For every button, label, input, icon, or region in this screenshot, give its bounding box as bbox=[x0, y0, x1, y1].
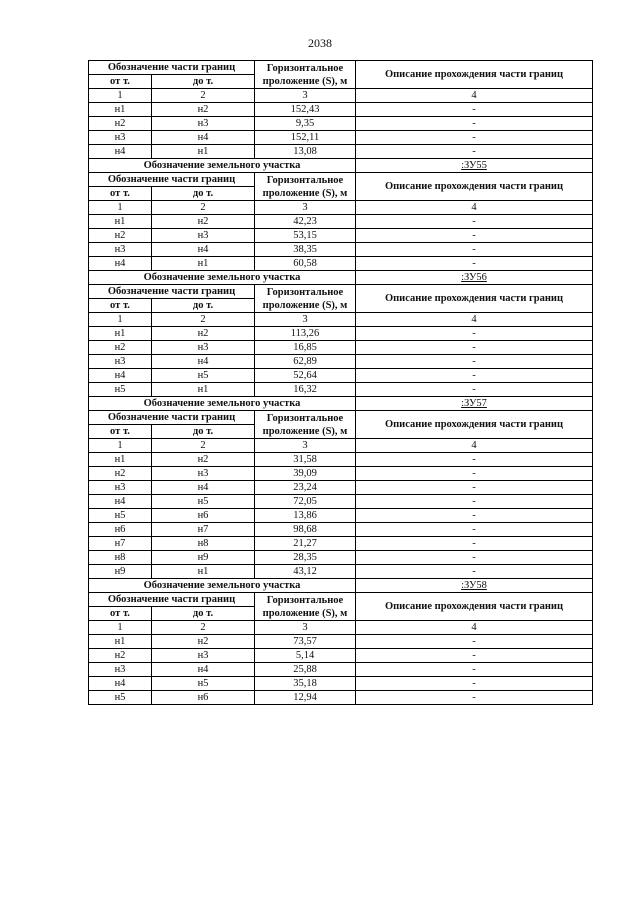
to-point: н2 bbox=[152, 453, 255, 467]
part-designation-header: Обозначение части границ bbox=[89, 285, 255, 299]
horizontal-length: 16,85 bbox=[255, 341, 356, 355]
from-point-header: от т. bbox=[89, 607, 152, 621]
description: - bbox=[356, 103, 593, 117]
header-row bbox=[89, 173, 593, 187]
horizontal-length: 12,94 bbox=[255, 691, 356, 705]
horizontal-length: 31,58 bbox=[255, 453, 356, 467]
horizontal-length: 43,12 bbox=[255, 565, 356, 579]
from-point: н4 bbox=[89, 495, 152, 509]
from-point: н3 bbox=[89, 481, 152, 495]
column-number-row bbox=[89, 201, 593, 215]
description: - bbox=[356, 537, 593, 551]
description: - bbox=[356, 481, 593, 495]
table-row bbox=[89, 495, 593, 509]
to-point: н2 bbox=[152, 635, 255, 649]
from-point: н2 bbox=[89, 229, 152, 243]
description: - bbox=[356, 257, 593, 271]
column-number-row bbox=[89, 313, 593, 327]
column-number: 4 bbox=[356, 201, 593, 215]
from-point: н8 bbox=[89, 551, 152, 565]
parcel-label: Обозначение земельного участка bbox=[89, 159, 356, 173]
horizontal-length: 72,05 bbox=[255, 495, 356, 509]
table-row bbox=[89, 383, 593, 397]
from-point-header: от т. bbox=[89, 299, 152, 313]
from-point: н1 bbox=[89, 453, 152, 467]
to-point: н3 bbox=[152, 229, 255, 243]
table-row bbox=[89, 565, 593, 579]
table-row bbox=[89, 551, 593, 565]
horizontal-length: 38,35 bbox=[255, 243, 356, 257]
to-point: н4 bbox=[152, 663, 255, 677]
column-number: 2 bbox=[152, 439, 255, 453]
from-point: н2 bbox=[89, 117, 152, 131]
parcel-label: Обозначение земельного участка bbox=[89, 271, 356, 285]
parcel-title-row bbox=[89, 159, 593, 173]
horizontal-length: 39,09 bbox=[255, 467, 356, 481]
to-point-header: до т. bbox=[152, 607, 255, 621]
part-designation-header: Обозначение части границ bbox=[89, 411, 255, 425]
description: - bbox=[356, 215, 593, 229]
table-row bbox=[89, 215, 593, 229]
to-point: н4 bbox=[152, 243, 255, 257]
description: - bbox=[356, 369, 593, 383]
to-point: н3 bbox=[152, 341, 255, 355]
description: - bbox=[356, 523, 593, 537]
to-point-header: до т. bbox=[152, 187, 255, 201]
to-point: н7 bbox=[152, 523, 255, 537]
horizontal-length: 152,43 bbox=[255, 103, 356, 117]
from-point: н6 bbox=[89, 523, 152, 537]
from-point: н5 bbox=[89, 509, 152, 523]
horizontal-length: 73,57 bbox=[255, 635, 356, 649]
description-header: Описание прохождения части границ bbox=[356, 411, 593, 439]
horizontal-length-header: Горизонтальное проложение (S), м bbox=[255, 173, 356, 201]
to-point: н3 bbox=[152, 117, 255, 131]
header-row bbox=[89, 285, 593, 299]
description: - bbox=[356, 145, 593, 159]
description: - bbox=[356, 495, 593, 509]
from-point: н4 bbox=[89, 369, 152, 383]
from-point: н2 bbox=[89, 649, 152, 663]
table-row bbox=[89, 523, 593, 537]
description: - bbox=[356, 649, 593, 663]
horizontal-length: 98,68 bbox=[255, 523, 356, 537]
column-number: 2 bbox=[152, 201, 255, 215]
from-point-header: от т. bbox=[89, 75, 152, 89]
column-number: 4 bbox=[356, 621, 593, 635]
to-point: н6 bbox=[152, 691, 255, 705]
part-designation-header: Обозначение части границ bbox=[89, 61, 255, 75]
to-point: н8 bbox=[152, 537, 255, 551]
table-row bbox=[89, 229, 593, 243]
from-point: н3 bbox=[89, 355, 152, 369]
horizontal-length: 23,24 bbox=[255, 481, 356, 495]
description: - bbox=[356, 691, 593, 705]
horizontal-length: 53,15 bbox=[255, 229, 356, 243]
horizontal-length-header: Горизонтальное проложение (S), м bbox=[255, 593, 356, 621]
column-number: 1 bbox=[89, 621, 152, 635]
from-point: н5 bbox=[89, 383, 152, 397]
description-header: Описание прохождения части границ bbox=[356, 173, 593, 201]
description: - bbox=[356, 565, 593, 579]
page-number: 2038 bbox=[308, 36, 332, 50]
description-header: Описание прохождения части границ bbox=[356, 285, 593, 313]
table-row bbox=[89, 635, 593, 649]
to-point: н4 bbox=[152, 131, 255, 145]
to-point: н3 bbox=[152, 649, 255, 663]
column-number: 3 bbox=[255, 89, 356, 103]
description: - bbox=[356, 663, 593, 677]
to-point-header: до т. bbox=[152, 425, 255, 439]
to-point: н1 bbox=[152, 145, 255, 159]
column-number: 2 bbox=[152, 313, 255, 327]
description: - bbox=[356, 551, 593, 565]
description: - bbox=[356, 117, 593, 131]
horizontal-length: 25,88 bbox=[255, 663, 356, 677]
to-point: н1 bbox=[152, 383, 255, 397]
table-row bbox=[89, 677, 593, 691]
table-row bbox=[89, 467, 593, 481]
description: - bbox=[356, 509, 593, 523]
column-number: 4 bbox=[356, 313, 593, 327]
column-number: 2 bbox=[152, 89, 255, 103]
table-row bbox=[89, 509, 593, 523]
parcel-label: Обозначение земельного участка bbox=[89, 579, 356, 593]
table-row bbox=[89, 327, 593, 341]
column-number: 3 bbox=[255, 439, 356, 453]
from-point: н1 bbox=[89, 635, 152, 649]
from-point: н3 bbox=[89, 131, 152, 145]
horizontal-length: 52,64 bbox=[255, 369, 356, 383]
column-number: 4 bbox=[356, 439, 593, 453]
from-point: н1 bbox=[89, 103, 152, 117]
to-point-header: до т. bbox=[152, 299, 255, 313]
table-row bbox=[89, 481, 593, 495]
header-row bbox=[89, 411, 593, 425]
parcel-title-row bbox=[89, 397, 593, 411]
from-point: н3 bbox=[89, 663, 152, 677]
from-point: н5 bbox=[89, 691, 152, 705]
column-number: 1 bbox=[89, 439, 152, 453]
boundary-table bbox=[88, 60, 593, 705]
table-row bbox=[89, 691, 593, 705]
table-row bbox=[89, 243, 593, 257]
from-point-header: от т. bbox=[89, 187, 152, 201]
description: - bbox=[356, 635, 593, 649]
horizontal-length-header: Горизонтальное проложение (S), м bbox=[255, 285, 356, 313]
column-number-row bbox=[89, 439, 593, 453]
table-row bbox=[89, 537, 593, 551]
horizontal-length: 21,27 bbox=[255, 537, 356, 551]
horizontal-length: 13,86 bbox=[255, 509, 356, 523]
horizontal-length-header: Горизонтальное проложение (S), м bbox=[255, 411, 356, 439]
horizontal-length: 152,11 bbox=[255, 131, 356, 145]
from-point: н4 bbox=[89, 257, 152, 271]
column-number: 3 bbox=[255, 313, 356, 327]
from-point: н1 bbox=[89, 327, 152, 341]
parcel-code: :ЗУ55 bbox=[356, 159, 593, 173]
parcel-title-row bbox=[89, 271, 593, 285]
description: - bbox=[356, 243, 593, 257]
column-number: 2 bbox=[152, 621, 255, 635]
horizontal-length: 9,35 bbox=[255, 117, 356, 131]
to-point-header: до т. bbox=[152, 75, 255, 89]
horizontal-length-header: Горизонтальное проложение (S), м bbox=[255, 61, 356, 89]
from-point: н4 bbox=[89, 677, 152, 691]
to-point: н4 bbox=[152, 481, 255, 495]
description-header: Описание прохождения части границ bbox=[356, 61, 593, 89]
to-point: н1 bbox=[152, 257, 255, 271]
table-row bbox=[89, 355, 593, 369]
to-point: н5 bbox=[152, 369, 255, 383]
table-row bbox=[89, 341, 593, 355]
column-number: 1 bbox=[89, 313, 152, 327]
to-point: н6 bbox=[152, 509, 255, 523]
column-number: 1 bbox=[89, 201, 152, 215]
from-point: н2 bbox=[89, 341, 152, 355]
description: - bbox=[356, 467, 593, 481]
table-row bbox=[89, 131, 593, 145]
parcel-code: :ЗУ58 bbox=[356, 579, 593, 593]
to-point: н9 bbox=[152, 551, 255, 565]
horizontal-length: 16,32 bbox=[255, 383, 356, 397]
parcel-code: :ЗУ56 bbox=[356, 271, 593, 285]
header-row bbox=[89, 593, 593, 607]
horizontal-length: 28,35 bbox=[255, 551, 356, 565]
header-row bbox=[89, 61, 593, 75]
part-designation-header: Обозначение части границ bbox=[89, 593, 255, 607]
to-point: н5 bbox=[152, 495, 255, 509]
from-point-header: от т. bbox=[89, 425, 152, 439]
table-row bbox=[89, 369, 593, 383]
to-point: н3 bbox=[152, 467, 255, 481]
to-point: н4 bbox=[152, 355, 255, 369]
description-header: Описание прохождения части границ bbox=[356, 593, 593, 621]
to-point: н2 bbox=[152, 103, 255, 117]
from-point: н7 bbox=[89, 537, 152, 551]
column-number: 1 bbox=[89, 89, 152, 103]
parcel-label: Обозначение земельного участка bbox=[89, 397, 356, 411]
horizontal-length: 13,08 bbox=[255, 145, 356, 159]
horizontal-length: 62,89 bbox=[255, 355, 356, 369]
horizontal-length: 113,26 bbox=[255, 327, 356, 341]
table-row bbox=[89, 257, 593, 271]
parcel-title-row bbox=[89, 579, 593, 593]
from-point: н3 bbox=[89, 243, 152, 257]
column-number-row bbox=[89, 621, 593, 635]
horizontal-length: 42,23 bbox=[255, 215, 356, 229]
parcel-code: :ЗУ57 bbox=[356, 397, 593, 411]
description: - bbox=[356, 383, 593, 397]
table-row bbox=[89, 649, 593, 663]
column-number: 3 bbox=[255, 201, 356, 215]
description: - bbox=[356, 327, 593, 341]
description: - bbox=[356, 355, 593, 369]
table-row bbox=[89, 453, 593, 467]
table-row bbox=[89, 117, 593, 131]
column-number: 4 bbox=[356, 89, 593, 103]
from-point: н4 bbox=[89, 145, 152, 159]
horizontal-length: 35,18 bbox=[255, 677, 356, 691]
description: - bbox=[356, 677, 593, 691]
from-point: н9 bbox=[89, 565, 152, 579]
column-number: 3 bbox=[255, 621, 356, 635]
description: - bbox=[356, 131, 593, 145]
to-point: н2 bbox=[152, 327, 255, 341]
description: - bbox=[356, 453, 593, 467]
column-number-row bbox=[89, 89, 593, 103]
to-point: н5 bbox=[152, 677, 255, 691]
description: - bbox=[356, 229, 593, 243]
table-row bbox=[89, 145, 593, 159]
table-row bbox=[89, 663, 593, 677]
to-point: н1 bbox=[152, 565, 255, 579]
horizontal-length: 60,58 bbox=[255, 257, 356, 271]
from-point: н2 bbox=[89, 467, 152, 481]
table-row bbox=[89, 103, 593, 117]
part-designation-header: Обозначение части границ bbox=[89, 173, 255, 187]
to-point: н2 bbox=[152, 215, 255, 229]
horizontal-length: 5,14 bbox=[255, 649, 356, 663]
from-point: н1 bbox=[89, 215, 152, 229]
description: - bbox=[356, 341, 593, 355]
boundary-document bbox=[88, 60, 592, 705]
